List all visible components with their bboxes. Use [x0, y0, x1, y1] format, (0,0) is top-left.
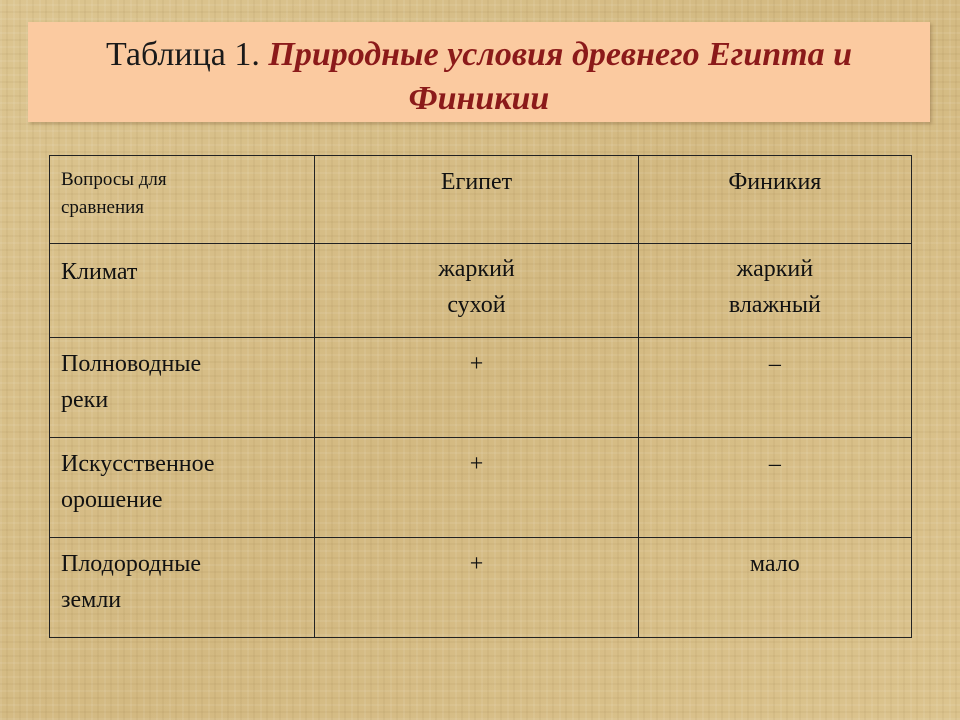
row-label-line-1: Полноводные: [61, 351, 202, 377]
dash-mark: –: [768, 451, 781, 477]
header-cell-phoenicia: [638, 156, 911, 244]
header-questions-line-1: Вопросы для: [61, 169, 167, 190]
title-banner: [28, 22, 930, 122]
row-label-cell: [50, 438, 315, 538]
plus-mark: +: [469, 451, 484, 477]
table-header-row: [50, 156, 912, 244]
row-label-text: Климат: [61, 259, 138, 285]
row-label-line-1: Плодородные: [61, 551, 201, 577]
table-row-fertile-land: [50, 538, 912, 638]
title-line-2: Финикии: [408, 80, 550, 117]
row-label-line-2: орошение: [61, 487, 163, 513]
header-egypt-label: Египет: [440, 169, 513, 195]
phoenicia-value-cell: [638, 338, 911, 438]
egypt-value-line-1: жаркий: [438, 256, 515, 282]
phoenicia-value-cell: [638, 538, 911, 638]
row-label-line-2: земли: [61, 587, 122, 613]
title-prefix: Таблица 1.: [105, 36, 260, 73]
egypt-value-cell: [315, 338, 638, 438]
table-row-climate: [50, 244, 912, 338]
phoenicia-value-line-1: жаркий: [736, 256, 814, 282]
phoenicia-value-cell: [638, 438, 911, 538]
dash-mark: –: [768, 351, 781, 377]
row-label-line-1: Искусственное: [61, 451, 215, 477]
title-line-1: Природные условия древнего Египта и: [268, 36, 853, 73]
egypt-value-cell: [315, 538, 638, 638]
header-phoenicia-label: Финикия: [728, 169, 822, 195]
row-label-cell: [50, 538, 315, 638]
comparison-table: [49, 155, 912, 638]
row-label-cell: [50, 244, 315, 338]
plus-mark: +: [469, 351, 484, 377]
row-label-line-2: реки: [61, 387, 109, 413]
phoenicia-value-cell: [638, 244, 911, 338]
plus-mark: +: [469, 551, 484, 577]
row-label-cell: [50, 338, 315, 438]
table-row-full-rivers: [50, 338, 912, 438]
phoenicia-value-line-2: влажный: [728, 292, 821, 318]
table-row-irrigation: [50, 438, 912, 538]
header-cell-egypt: [315, 156, 638, 244]
phoenicia-value-text: мало: [749, 551, 800, 577]
egypt-value-cell: [315, 244, 638, 338]
egypt-value-cell: [315, 438, 638, 538]
header-questions-line-2: сравнения: [61, 197, 145, 218]
egypt-value-line-2: сухой: [447, 292, 506, 318]
header-cell-questions: [50, 156, 315, 244]
